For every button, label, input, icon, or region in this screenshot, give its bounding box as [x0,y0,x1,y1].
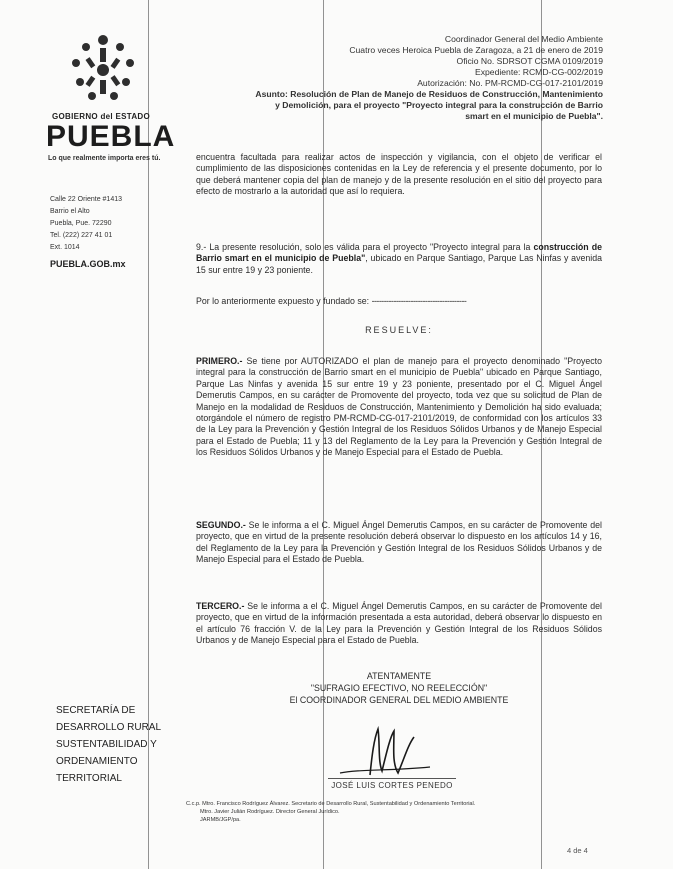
secretaria-block [56,702,161,787]
paragraph-9 [196,242,602,276]
paragraph-9-start: 9.- La presente resolución, solo es válida para el proyecto "Proyecto integral para la [196,242,534,252]
sufragio-text: "SUFRAGIO EFECTIVO, NO REELECCIÓN" [310,683,488,693]
fundado-leader: --------------------------------------- [371,296,467,306]
ccp-line-2: Mtro. Javier Julián Rodríguez. Director General Jurídico. [200,809,340,815]
logo-puebla-text: PUEBLA [46,120,176,153]
cargo-text: El COORDINADOR GENERAL DEL MEDIO AMBIENTE [289,695,509,705]
primero-text: Se tiene por AUTORIZADO el plan de manejo para el proyecto denominado "Proyecto integral para la construcción de Barrio smart en el municipio de Puebla" ubicado en Parque Santiago, Parque Las Ninfas y avenida 15 sur entre 19 y 23 poniente, presentado por el C. Miguel Ángel Demerutis Campos, en su carácter de Promovente del proyecto, toda vez que su solicitud de Plan de Manejo en la modalidad de Residuos de Construcción, Mantenimiento y Demolición ha sido evaluada; otorgándole el número de registro PM-RCMD-CG-017-2101/2019, de conformidad con los artículos 33 de la Ley para la Prevención y Gestión Integral de los Residuos Sólidos Urbanos y de Manejo Especial para el Estado de Puebla; 11 y 13 del Reglamento de la Ley para la Prevención y Gestión Integral de los Residuos Sólidos Urbanos y de Manejo Especial para el Estado de Puebla. [196,356,602,458]
header-expediente: Expediente: RCMD-CG-002/2019 [474,67,603,77]
logo-gobierno-text: GOBIERNO del ESTADO [52,112,151,121]
paragraph-9-end: , ubicado en Parque Santiago, Parque Las Ninfas y avenida 15 sur entre 19 y 23 poniente. [196,253,602,275]
handwritten-signature-icon [330,725,440,781]
address-city: Puebla, Pue. 72290 [50,220,112,227]
header-autorizacion: Autorización: No. PM-RCMD-CG-017-2101/2019 [417,78,603,88]
address-district: Barrio el Alto [50,208,90,215]
secretaria-line-4: ORDENAMIENTO [56,756,138,767]
resolutivo-primero [196,356,602,459]
ccp-line-1: C.c.p. Mtro. Francisco Rodríguez Álvarez. Secretario de Desarrollo Rural, Sustentabilidad y Ordenamiento Territorial. [186,801,476,807]
page-number: 4 de 4 [567,846,588,855]
header-place-date: Cuatro veces Heroica Puebla de Zaragoza, a 21 de enero de 2019 [349,45,603,55]
letter-header [253,34,603,122]
signer-name: JOSÉ LUIS CORTES PENEDO [328,778,456,790]
paragraph-9-project: construcción de Barrio smart en el municipio de Puebla" [196,242,602,264]
primero-label: PRIMERO.- [196,356,243,366]
secretaria-line-1: SECRETARÍA DE [56,705,136,716]
secretaria-line-5: TERRITORIAL [56,773,122,784]
secretaria-line-3: SUSTENTABILIDAD Y [56,739,157,750]
website-link[interactable]: PUEBLA.GOB.mx [50,259,126,269]
tercero-text: Se le informa a el C. Miguel Ángel Demerutis Campos, en su carácter de Promovente del proyecto, que en virtud de la información presentada a esta autoridad, deberá observar lo dispuesto en el artículo 76 fracción V. de la Ley para la Prevención y Gestión Integral de los Residuos Sólidos Urbanos y de Manejo Especial para el Estado de Puebla. [196,601,602,646]
header-oficio: Oficio No. SDRSOT CGMA 0109/2019 [456,56,603,66]
ccp-block [186,800,475,824]
logo-tagline: Lo que realmente importa eres tú. [48,155,161,162]
address-street: Calle 22 Oriente #1413 [50,196,122,203]
fundado-text: Por lo anteriormente expuesto y fundado se: [196,296,370,306]
paragraph-continuation: encuentra facultada para realizar actos de inspección y vigilancia, con el objeto de verificar el cumplimiento de las disposiciones contenidas en la Ley de referencia y el presente documento, por lo que deberá mantener copia del plan de manejo y de la presente resolución en el sitio del proyecto para efecto de mostrarlo a la autoridad que así lo requiera. [196,152,602,197]
segundo-text: Se le informa a el C. Miguel Ángel Demerutis Campos, en su carácter de Promovente del proyecto, que en virtud de la presente resolución deberá observar lo dispuesto en los artículos 14 y 16, del Reglamento de la Ley para la Prevención y Gestión Integral de los Residuos Sólidos Urbanos y de Manejo Especial para el Estado de Puebla. [196,520,602,565]
secretaria-line-2: DESARROLLO RURAL [56,722,162,733]
ccp-line-3: JARMB/JGP/pa. [200,817,241,823]
tercero-label: TERCERO.- [196,601,245,611]
puebla-logo-icon [58,30,148,112]
header-coordinator: Coordinador General del Medio Ambiente [444,34,603,44]
address-ext: Ext. 1014 [50,244,80,251]
closing-block [196,670,602,706]
segundo-label: SEGUNDO.- [196,520,246,530]
header-asunto: Asunto: Resolución de Plan de Manejo de Residuos de Construcción, Mantenimiento y Demolición, para el proyecto "Proyecto integral para la construcción de Barrio smart en el municipio de Puebla". [255,89,603,121]
resolutivo-tercero [196,601,602,647]
address-phone: Tel. (222) 227 41 01 [50,232,113,239]
resolutivo-segundo [196,520,602,566]
office-address [50,194,122,254]
atentamente-text: ATENTAMENTE [366,671,432,681]
resuelve-heading: RESUELVE: [365,325,433,335]
fundado-line [196,296,602,307]
